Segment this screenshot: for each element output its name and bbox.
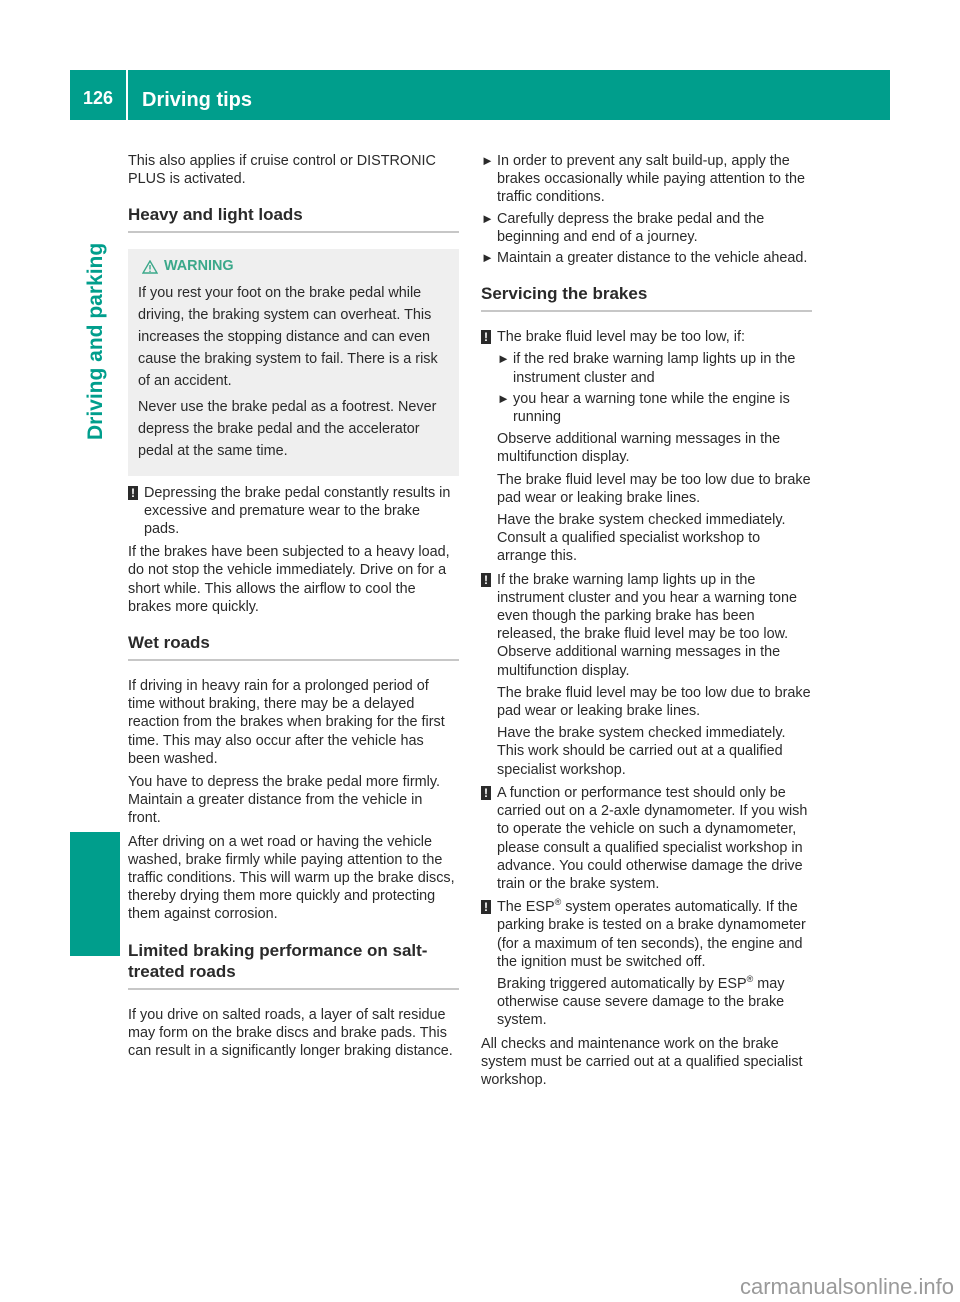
heading-salt-roads: Limited braking performance on salt-treated roads	[128, 940, 459, 990]
bullet-icon: ►	[481, 210, 494, 226]
heading-wet-roads: Wet roads	[128, 632, 459, 661]
fluid-bullet-list	[497, 350, 812, 426]
header-divider	[126, 70, 128, 120]
heavy-load-paragraph: If the brakes have been subjected to a heavy load, do not stop the vehicle immediately. Drive on for a short while. This allows the airflow to cool the brakes more quickly.	[128, 544, 450, 615]
page-number: 126	[82, 88, 114, 108]
warning-label: WARNING	[164, 258, 234, 275]
note-lead: The brake fluid level may be too low, if:	[497, 329, 745, 346]
warning-box	[128, 249, 459, 475]
left-column	[128, 152, 459, 1065]
list-item: ► In order to prevent any salt build-up, apply the brakes occasionally while paying attention to the traffic conditions.	[481, 153, 805, 206]
note-esp	[481, 898, 812, 1029]
wet-paragraph-2: You have to depress the brake pedal more firmly. Maintain a greater distance from the vehicle in front.	[128, 774, 440, 827]
heading-heavy-loads: Heavy and light loads	[128, 204, 459, 233]
note-text: A function or performance test should only be carried out on a 2-axle dynamometer. If you wish to operate the vehicle on such a dynamometer, please consult a qualified specialist workshop in advance. You could otherwise damage the drive train or the brake system.	[497, 784, 808, 892]
registered-mark: ®	[554, 897, 562, 908]
exclamation-icon: !	[481, 330, 491, 344]
warning-triangle-icon	[142, 260, 158, 274]
exclamation-icon: !	[481, 786, 491, 800]
registered-mark: ®	[746, 974, 754, 985]
exclamation-icon: !	[128, 486, 138, 500]
note-text: The ESP® system operates automatically. If the parking brake is tested on a brake dynamometer (for a maximum of ten seconds), the engine and the ignition must be switched off.	[497, 897, 806, 970]
note-text: The brake fluid level may be too low due to brake pad wear or leaking brake lines.	[497, 684, 811, 720]
warning-title	[138, 257, 451, 275]
note-text: Braking triggered automatically by ESP® may otherwise cause severe damage to the brake system.	[497, 974, 785, 1029]
list-item: ► Maintain a greater distance to the vehicle ahead.	[481, 250, 808, 267]
note-fluid-level	[481, 328, 812, 565]
note-text: The brake fluid level may be too low due to brake pad wear or leaking brake lines.	[497, 471, 811, 506]
right-column	[481, 152, 812, 1094]
side-marker-block	[70, 832, 120, 956]
list-item: ► you hear a warning tone while the engine is running	[497, 390, 790, 426]
page-title: Driving tips	[142, 89, 253, 111]
note-warning-lamp	[481, 571, 812, 779]
note-brake-pads	[128, 484, 459, 539]
bullet-icon: ►	[481, 250, 494, 266]
final-paragraph: All checks and maintenance work on the brake system must be carried out at a qualified specialist workshop.	[481, 1035, 803, 1088]
note-text: If the brake warning lamp lights up in the instrument cluster and you hear a warning tone even though the parking brake has been released, the brake fluid level may be too low. Observe additional warning messages in the multifunction display.	[497, 571, 797, 679]
bullet-icon: ►	[497, 351, 510, 367]
note-text: Have the brake system checked immediately. This work should be carried out at a qualified specialist workshop.	[497, 725, 786, 778]
list-item: ► if the red brake warning lamp lights up in the instrument cluster and	[497, 351, 796, 386]
wet-paragraph-1: If driving in heavy rain for a prolonged period of time without braking, there may be a delayed reaction from the brakes when braking for the first time. This may also occur after the vehicle has been washed.	[128, 678, 445, 767]
salt-bullet-list	[481, 152, 812, 267]
list-item: ► Carefully depress the brake pedal and the beginning and end of a journey.	[481, 210, 765, 245]
section-side-label: Driving and parking	[84, 242, 107, 440]
salt-paragraph: If you drive on salted roads, a layer of salt residue may form on the brake discs and brake pads. This can result in a significantly longer braking distance.	[128, 1006, 453, 1060]
note-text: Have the brake system checked immediately. Consult a qualified specialist workshop to arrange this.	[497, 512, 786, 565]
warning-text-1: If you rest your foot on the brake pedal while driving, the braking system can overheat. This increases the stopping distance and can even cause the braking system to fail. There is a risk of an accident.	[138, 284, 438, 389]
exclamation-icon: !	[481, 573, 491, 587]
note-dynamometer	[481, 784, 812, 893]
warning-text-2: Never use the brake pedal as a footrest. Never depress the brake pedal and the accelerator pedal at the same time.	[138, 398, 437, 459]
bullet-icon: ►	[497, 390, 510, 406]
watermark: carmanualsonline.info	[739, 1274, 954, 1299]
note-text: Depressing the brake pedal constantly results in excessive and premature wear to the brake pads.	[144, 484, 451, 538]
heading-servicing: Servicing the brakes	[481, 283, 812, 312]
note-text: Observe additional warning messages in the multifunction display.	[497, 431, 781, 466]
exclamation-icon: !	[481, 900, 491, 914]
bullet-icon: ►	[481, 153, 494, 168]
intro-paragraph: This also applies if cruise control or DISTRONIC PLUS is activated.	[128, 153, 436, 188]
wet-paragraph-3: After driving on a wet road or having the vehicle washed, brake firmly while paying attention to the traffic conditions. This will warm up the brake discs, thereby drying them more quickly and protecting them against corrosion.	[128, 833, 455, 923]
